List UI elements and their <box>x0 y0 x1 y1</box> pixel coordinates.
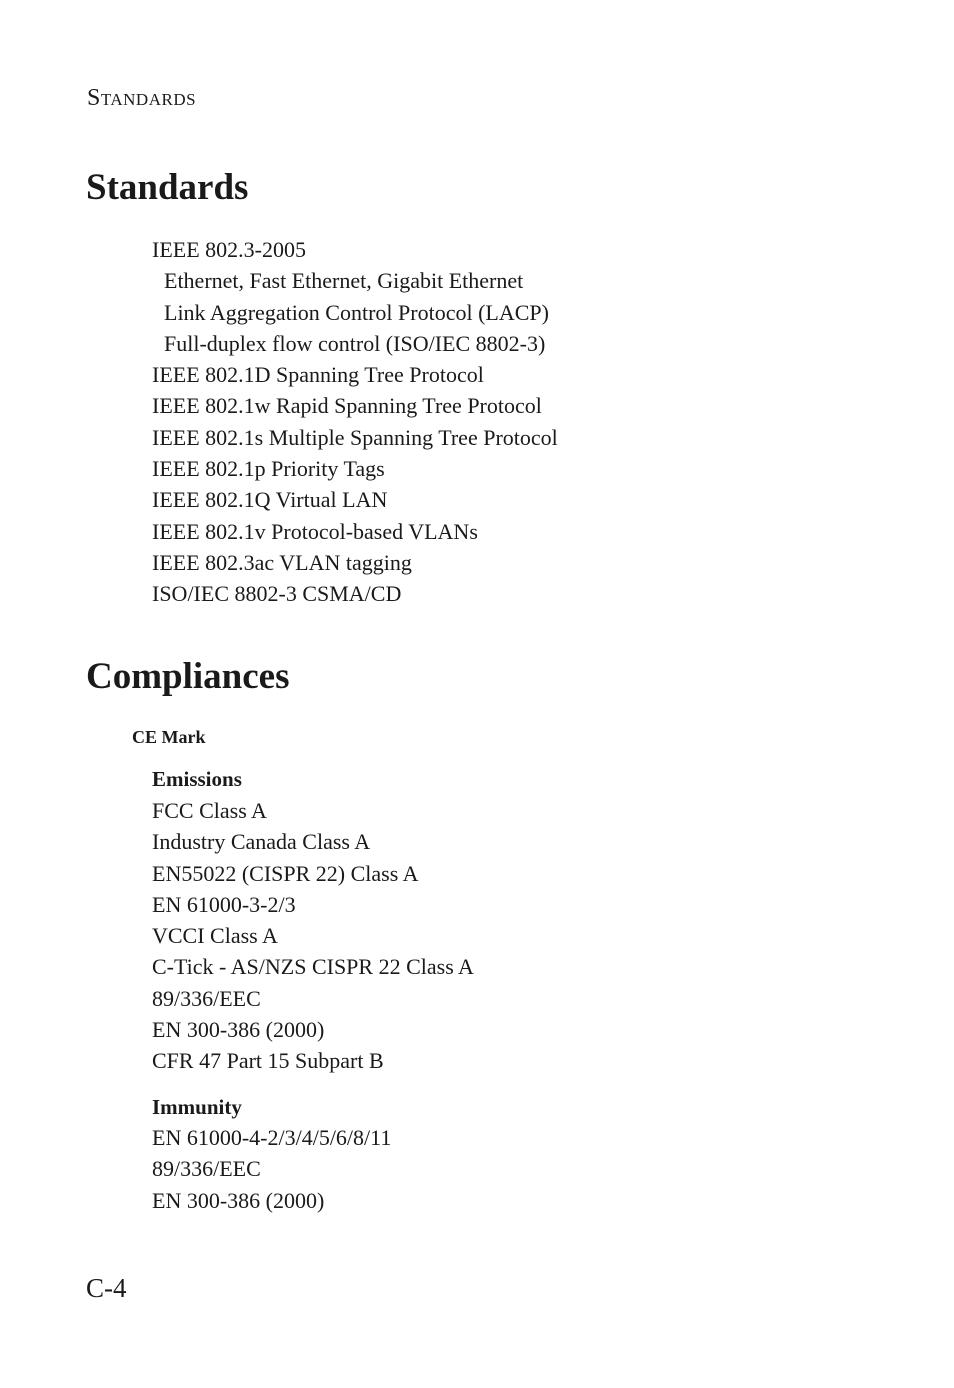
standard-item: IEEE 802.1w Rapid Spanning Tree Protocol <box>152 393 542 419</box>
immunity-title: Immunity <box>152 1095 242 1119</box>
emissions-item: FCC Class A <box>152 798 267 823</box>
immunity-item: EN 300-386 (2000) <box>152 1187 325 1213</box>
standard-item: IEEE 802.3ac VLAN tagging <box>152 549 412 575</box>
immunity-item: 89/336/EEC <box>152 1156 261 1182</box>
compliances-heading: Compliances <box>86 656 290 697</box>
standard-item: ISO/IEC 8802-3 CSMA/CD <box>152 581 402 607</box>
standard-item: Ethernet, Fast Ethernet, Gigabit Ethernet <box>164 268 524 294</box>
standards-list <box>152 234 558 610</box>
page-number: C-4 <box>86 1273 127 1303</box>
standard-item: IEEE 802.1p Priority Tags <box>152 456 385 482</box>
standard-item: IEEE 802.1D Spanning Tree Protocol <box>152 362 484 388</box>
emissions-item: CFR 47 Part 15 Subpart B <box>152 1048 384 1074</box>
standard-item: IEEE 802.1v Protocol-based VLANs <box>152 518 478 544</box>
emissions-item: Industry Canada Class A <box>152 829 371 855</box>
standard-item: Full-duplex flow control (ISO/IEC 8802-3) <box>164 330 546 356</box>
emissions-item: 89/336/EEC <box>152 985 261 1011</box>
emissions-list <box>152 795 474 1077</box>
emissions-item: EN 61000-3-2/3 <box>152 891 296 917</box>
emissions-item: C-Tick - AS/NZS CISPR 22 Class A <box>152 954 474 980</box>
immunity-item: EN 61000-4-2/3/4/5/6/8/11 <box>152 1125 392 1150</box>
standard-item: IEEE 802.1s Multiple Spanning Tree Protocol <box>152 424 558 450</box>
emissions-title: Emissions <box>152 767 242 791</box>
ce-mark-subheading: CE Mark <box>132 727 206 747</box>
standard-item: Link Aggregation Control Protocol (LACP) <box>164 299 549 325</box>
emissions-item: VCCI Class A <box>152 923 278 949</box>
standard-item: IEEE 802.1Q Virtual LAN <box>152 487 388 513</box>
immunity-list <box>152 1122 391 1216</box>
running-header: Standards <box>87 85 197 111</box>
standards-heading: Standards <box>86 167 249 208</box>
emissions-item: EN 300-386 (2000) <box>152 1017 325 1043</box>
standard-item: IEEE 802.3-2005 <box>152 237 306 262</box>
emissions-item: EN55022 (CISPR 22) Class A <box>152 860 419 886</box>
